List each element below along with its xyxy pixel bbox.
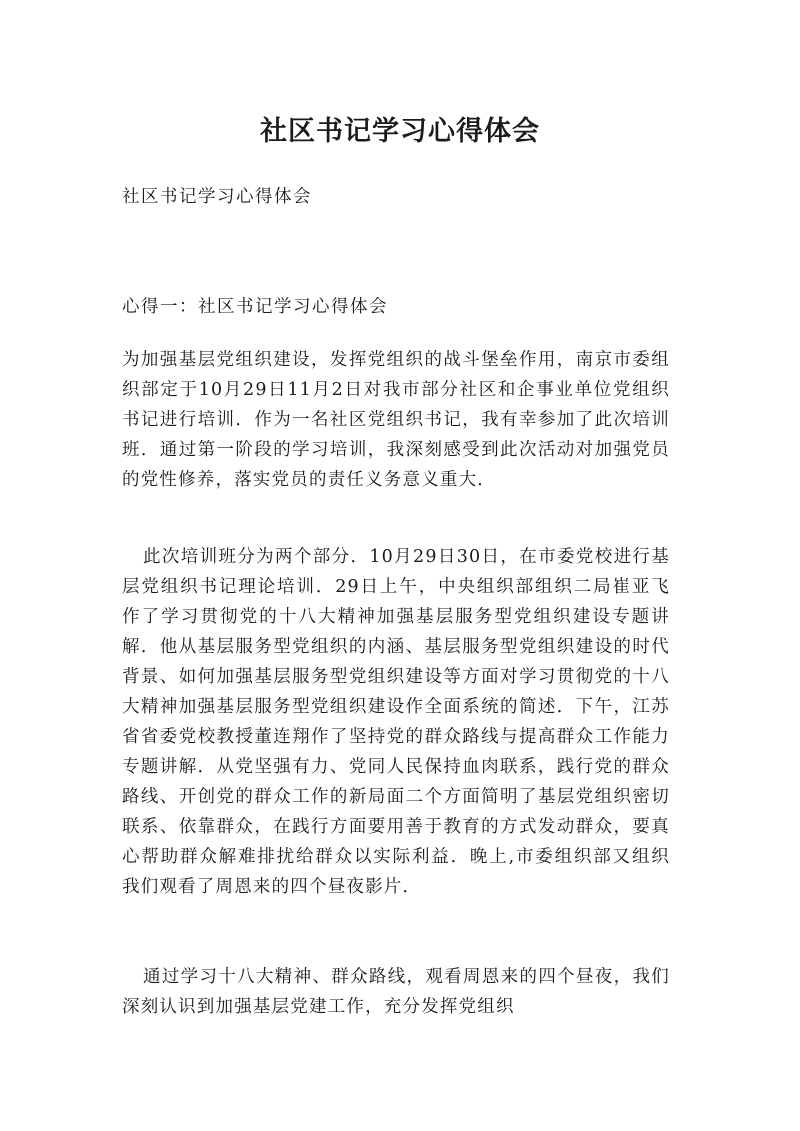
paragraph-2: 此次培训班分为两个部分．10月29日30日，在市委党校进行基层党组织书记理论培训．29日上午，中央组织部组织二局崔亚飞作了学习贯彻党的十八大精神加强基层服务型党组织建设专题讲解．他从基层服务型党组织的内涵、基层服务型党组织建设的时代背景、如何加强基层服务型党组织建设等方面对学习贯彻党的十八大精神加强基层服务型党组织建设作全面系统的简述．下午，江苏省省委党校教授董连翔作了坚持党的群众路线与提高群众工作能力专题讲解．从党坚强有力、党同人民保持血肉联系，践行党的群众路线、开创党的群众工作的新局面二个方面简明了基层党组织密切联系、依靠群众，在践行方面要用善于教育的方式发动群众，要真心帮助群众解难排扰给群众以实际利益．晚上,市委组织部又组织我们观看了周恩来的四个昼夜影片．	[122, 547, 670, 897]
document-title: 社区书记学习心得体会	[260, 116, 540, 147]
paragraph-1: 为加强基层党组织建设，发挥党组织的战斗堡垒作用，南京市委组织部定于10月29日11月2日对我市部分社区和企事业单位党组织书记进行培训．作为一名社区党组织书记，我有幸参加了此次培训班．通过第一阶段的学习培训，我深刻感受到此次活动对加强党员的党性修养，落实党员的责任义务意义重大．	[122, 350, 670, 490]
paragraph-3: 通过学习十八大精神、群众路线，观看周恩来的四个昼夜，我们深刻认识到加强基层党建工作，充分发挥党组织	[122, 967, 670, 1017]
section-heading: 心得一：社区书记学习心得体会	[122, 297, 388, 317]
document-subtitle: 社区书记学习心得体会	[122, 187, 312, 207]
